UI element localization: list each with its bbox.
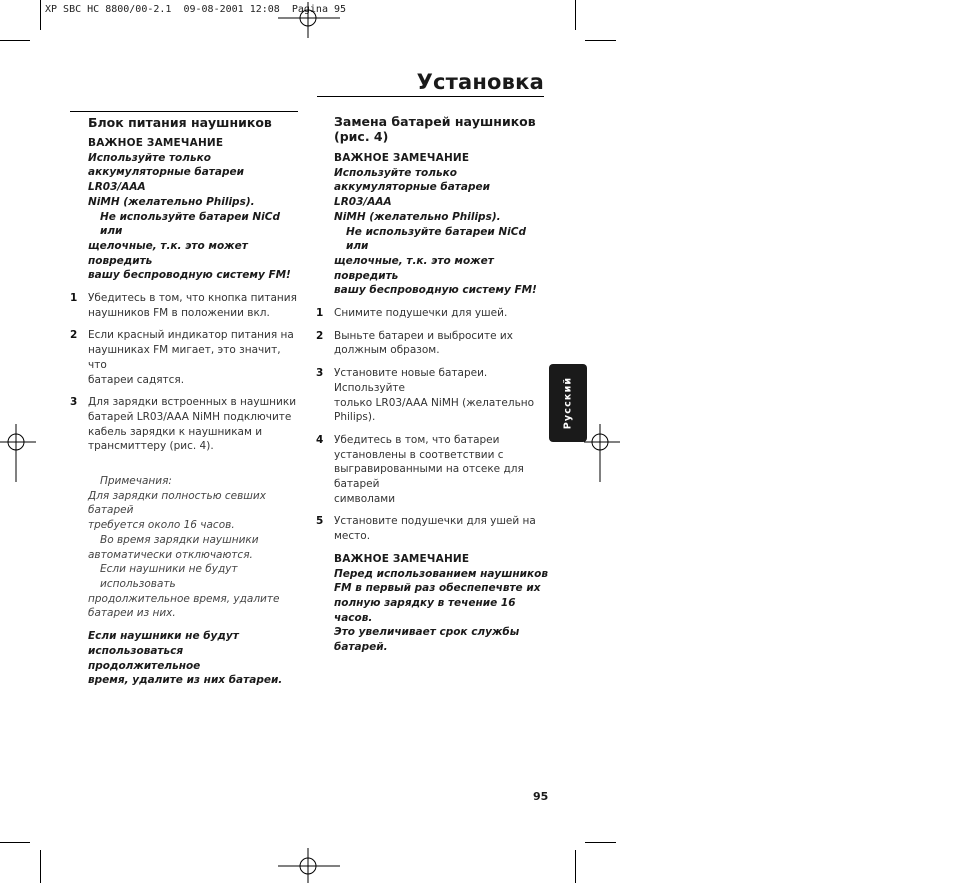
page-title: Установка <box>416 70 544 94</box>
final-warning: Если наушники не будут использоваться продолжительное время, удалите из них батареи. <box>88 630 283 687</box>
registration-mark-icon <box>278 2 340 38</box>
notice-text: Перед использованием наушников FM в первый раз обеспепечвте их полную зарядку в течение 16 часов. Это увеличивает срок службы батарей. <box>334 567 549 654</box>
list-item: 4 Убедитесь в том, что батареи установлены в соответствии с выгравированными на отсеке для батарей символами <box>316 433 524 505</box>
crop-mark <box>40 0 41 30</box>
page-number: 95 <box>533 790 549 803</box>
list-item: 1 Снимите подушечки для ушей. <box>316 307 508 320</box>
printer-slug: XP SBC HC 8800/00-2.1 09-08-2001 12:08 Pagina 95 <box>45 4 347 15</box>
list-item: 2 Если красный индикатор питания на наушниках FM мигает, это значит, что батареи садятся. <box>70 329 294 386</box>
column-rule <box>317 96 544 97</box>
notes-label: Примечания: <box>100 475 172 488</box>
notice-text: Используйте только аккумуляторные батареи LR03/AAA NiMH (желательно Philips). Не используйте батареи NiCd или щелочные, т.к. это может повредить вашу беспроводную систему FM! <box>334 166 537 297</box>
registration-mark-icon <box>278 848 340 883</box>
section-heading: Замена батарей наушников (рис. 4) <box>334 114 536 144</box>
section-heading: Блок питания наушников <box>88 115 272 130</box>
list-item: 2 Выньте батареи и выбросите их должным образом. <box>316 329 513 357</box>
column-rule <box>70 111 298 112</box>
notice-label: ВАЖНОЕ ЗАМЕЧАНИЕ <box>334 152 470 164</box>
language-tab-label: Русский <box>562 376 574 430</box>
language-tab <box>549 364 587 442</box>
crop-mark <box>0 40 30 41</box>
registration-mark-icon <box>0 424 36 482</box>
list-item: 3 Установите новые батареи. Используйте только LR03/AAA NiMH (желательно Philips). <box>316 367 535 424</box>
notice-label: ВАЖНОЕ ЗАМЕЧАНИЕ <box>88 137 224 149</box>
notes-block: Примечания: Для зарядки полностью севших батарей требуется около 16 часов. Во время зарядки наушники автоматически отключаются. Если наушники не будут использовать продолжительное время, удалите батареи из них. <box>88 474 298 621</box>
crop-mark <box>575 850 576 883</box>
left-column <box>70 115 298 688</box>
crop-mark <box>585 842 616 843</box>
crop-mark <box>0 842 30 843</box>
notice-text: Используйте только аккумуляторные батареи LR03/AAA NiMH (желательно Philips). Не используйте батареи NiCd или щелочные, т.к. это может повредить вашу беспроводную систему FM! <box>88 151 291 282</box>
notice-label: ВАЖНОЕ ЗАМЕЧАНИЕ <box>334 552 470 565</box>
list-item: 3 Для зарядки встроенных в наушники батарей LR03/AAA NiMH подключите кабель зарядки к наушникам и трансмиттеру (рис. 4). <box>70 396 297 453</box>
right-column <box>316 114 549 655</box>
list-item: 5 Установите подушечки для ушей на место. <box>316 515 536 543</box>
crop-mark <box>575 0 576 30</box>
crop-mark <box>585 40 616 41</box>
crop-mark <box>40 850 41 883</box>
list-item: 1 Убедитесь в том, что кнопка питания наушников FM в положении вкл. <box>70 292 297 319</box>
registration-mark-icon <box>584 424 620 482</box>
